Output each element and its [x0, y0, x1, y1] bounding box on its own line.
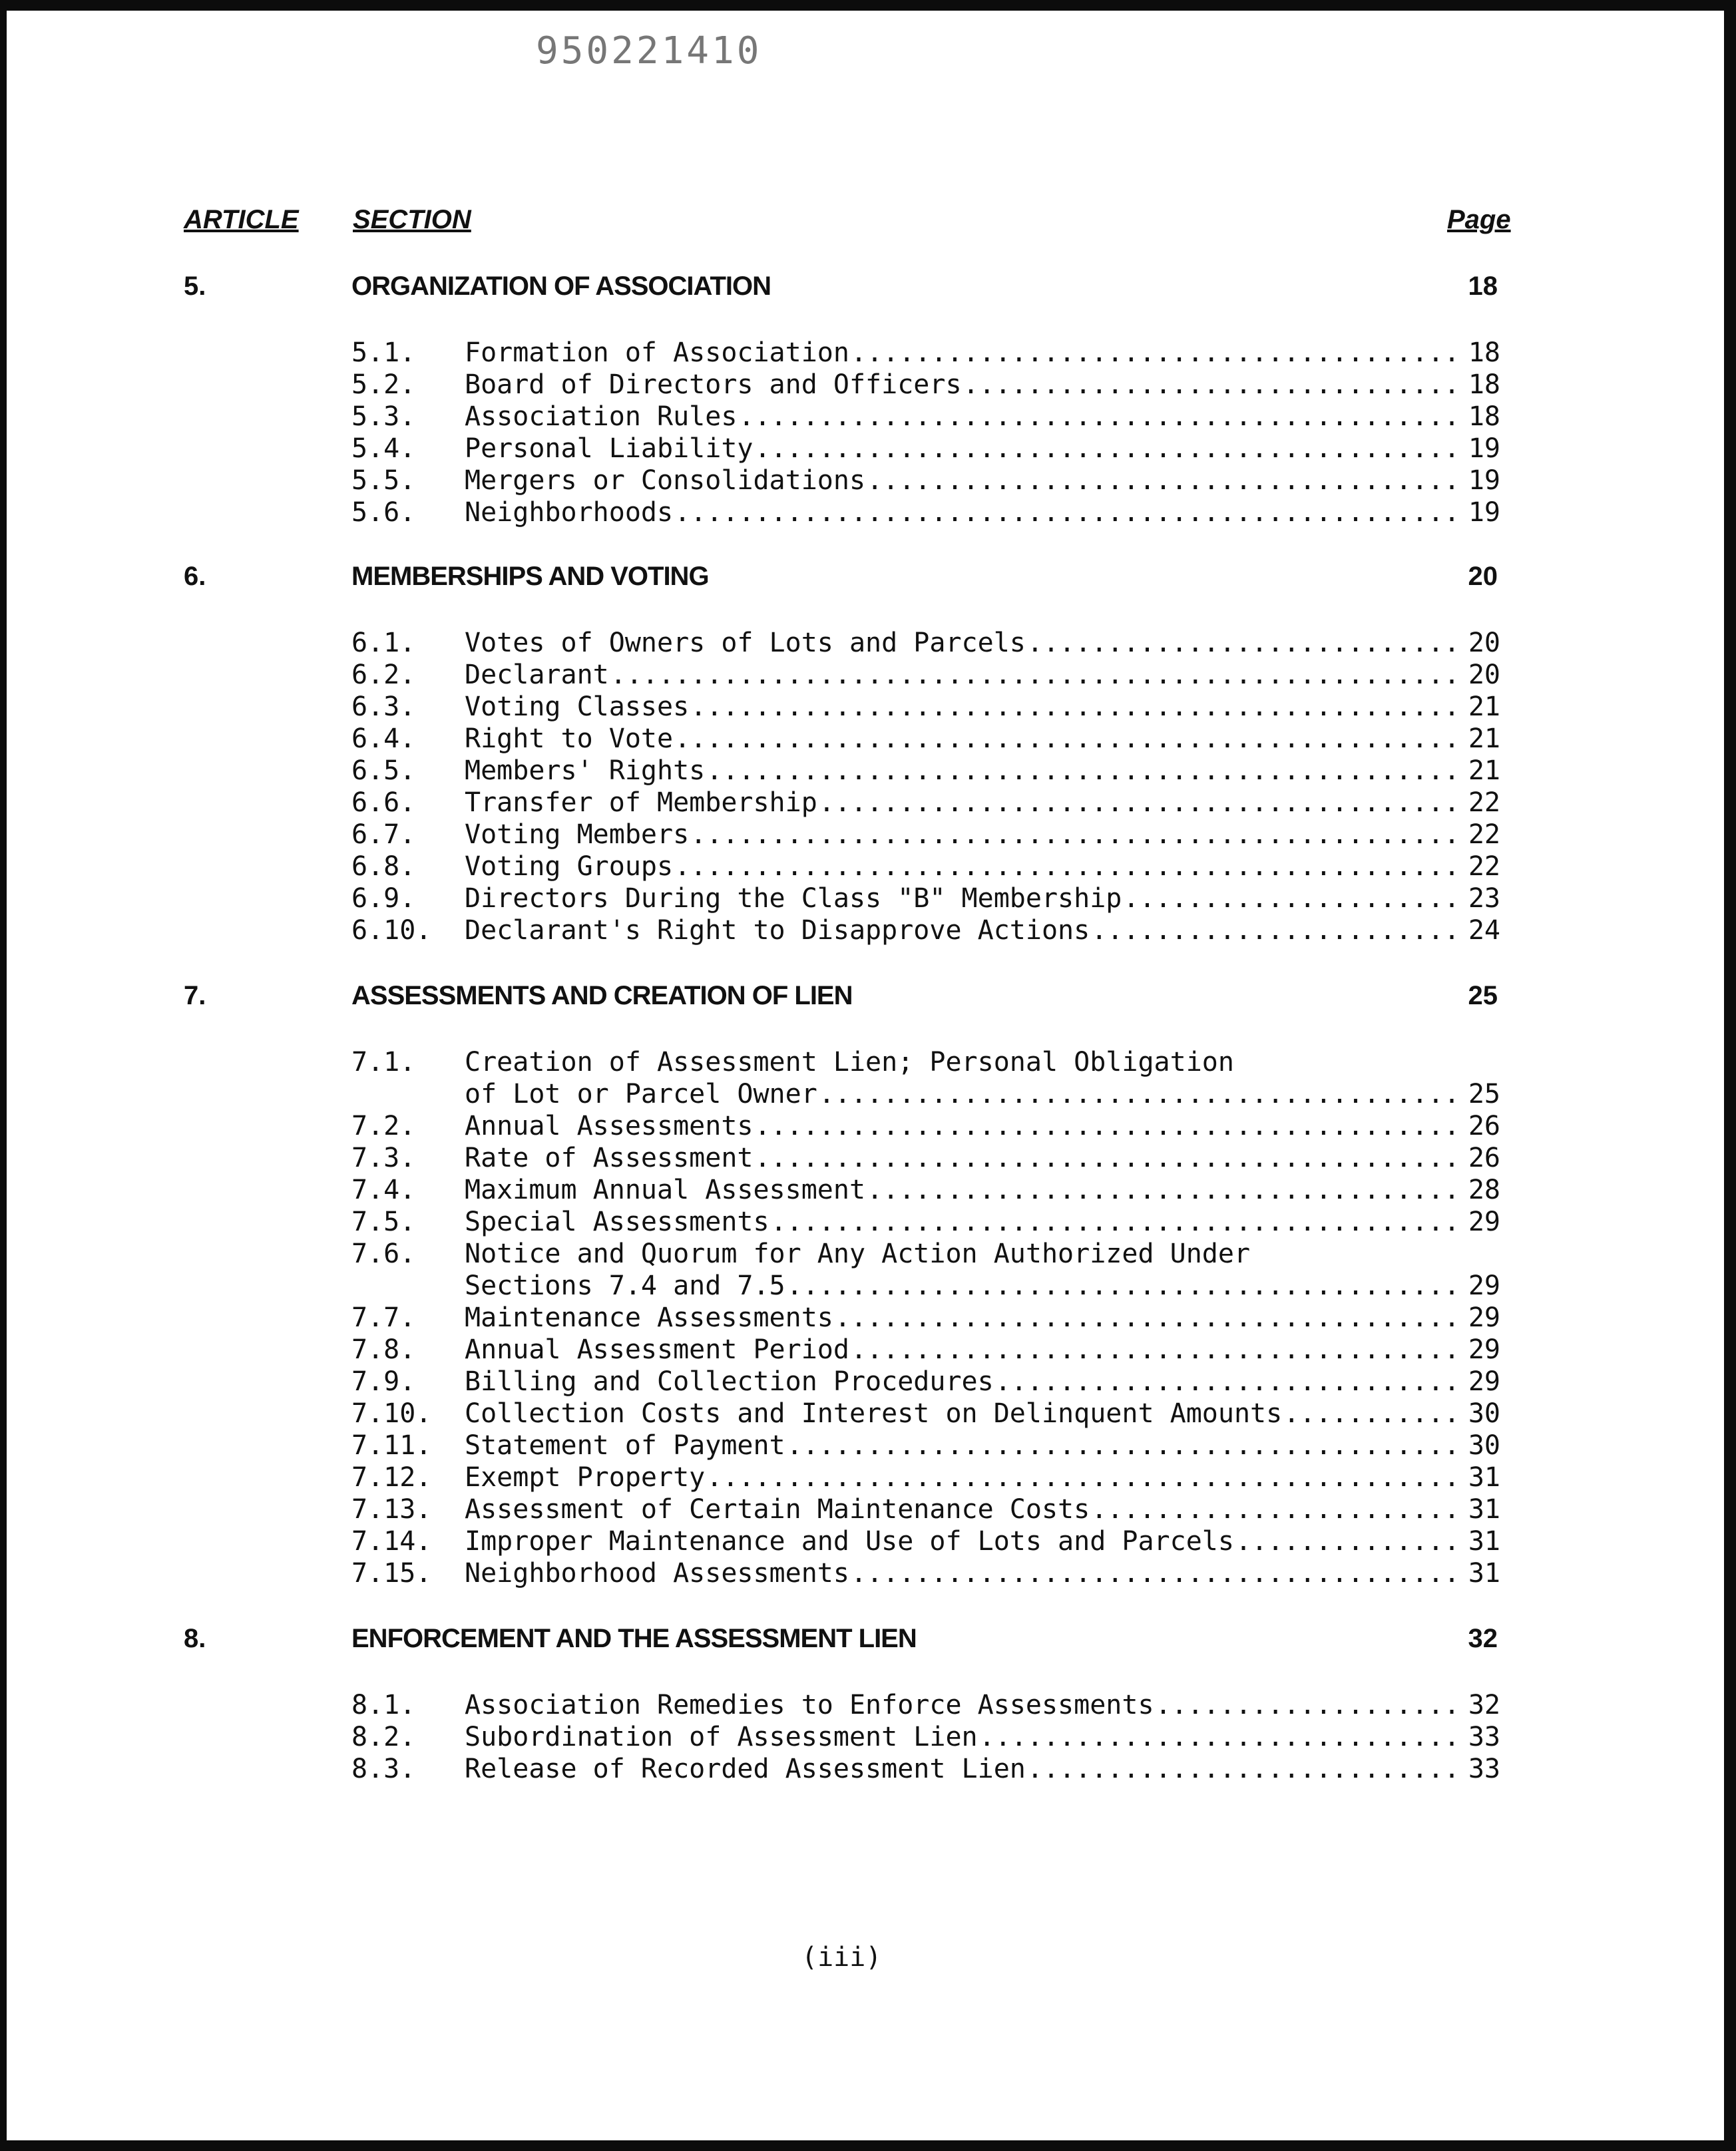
section-column-header: SECTION: [353, 205, 471, 234]
toc-section-entry: [351, 1689, 1500, 1721]
section-page: 26: [1468, 1143, 1500, 1173]
toc-section-entry: [351, 337, 1500, 369]
section-title: Annual Assessment Period: [465, 1334, 849, 1365]
section-number: 6.8.: [351, 851, 416, 882]
section-page: 21: [1468, 755, 1500, 786]
section-number: 7.3.: [351, 1143, 416, 1173]
section-page: 26: [1468, 1111, 1500, 1141]
section-page: 33: [1468, 1754, 1500, 1784]
dot-leader: [867, 1174, 1462, 1206]
section-page: 19: [1468, 433, 1500, 464]
dot-leader: [979, 1721, 1462, 1753]
toc-section-entry: [351, 433, 1500, 465]
section-title: Annual Assessments: [465, 1111, 754, 1141]
section-number: 6.4.: [351, 723, 416, 754]
section-title: Declarant's Right to Disapprove Actions: [465, 915, 1090, 946]
section-title: Special Assessments: [465, 1207, 769, 1237]
dot-leader: [674, 496, 1462, 528]
section-title: Votes of Owners of Lots and Parcels: [465, 628, 1026, 658]
dot-leader: [1091, 1493, 1462, 1525]
toc-section-entry: [351, 1046, 1500, 1110]
section-title: Voting Classes: [465, 691, 690, 722]
section-number: 7.6.: [351, 1239, 416, 1269]
section-page: 21: [1468, 723, 1500, 754]
section-title: Maintenance Assessments: [465, 1302, 833, 1333]
toc-section-entry: [351, 851, 1500, 882]
section-number: 5.1.: [351, 337, 416, 368]
section-title-line1: Notice and Quorum for Any Action Authorized Under: [465, 1239, 1251, 1269]
article-number: 6.: [184, 562, 206, 591]
section-page: 18: [1468, 401, 1500, 432]
section-page: 25: [1468, 1079, 1500, 1109]
section-page: 32: [1468, 1690, 1500, 1720]
section-page: 18: [1468, 369, 1500, 400]
section-page: 31: [1468, 1462, 1500, 1493]
section-number: 6.5.: [351, 755, 416, 786]
toc-section-entry: [351, 369, 1500, 401]
dot-leader: [1123, 882, 1461, 914]
section-number: 8.1.: [351, 1690, 416, 1720]
scan-border-left: [0, 0, 7, 2151]
toc-section-entry: [351, 1142, 1500, 1174]
section-title: Board of Directors and Officers: [465, 369, 962, 400]
section-number: 7.12.: [351, 1462, 432, 1493]
toc-section-entry: [351, 1366, 1500, 1398]
dot-leader: [1027, 1753, 1462, 1785]
section-title: Formation of Association: [465, 337, 849, 368]
section-page: 29: [1468, 1334, 1500, 1365]
section-title: Sections 7.4 and 7.5: [465, 1271, 785, 1301]
section-title: Voting Members: [465, 819, 690, 850]
section-title: Billing and Collection Procedures: [465, 1366, 994, 1397]
toc-section-entry: [351, 1557, 1500, 1589]
toc-section-entry: [351, 401, 1500, 433]
dot-leader: [771, 1206, 1462, 1238]
section-number: 7.7.: [351, 1302, 416, 1333]
dot-leader: [787, 1430, 1462, 1462]
section-number: 7.15.: [351, 1558, 432, 1589]
dot-leader: [674, 723, 1462, 755]
section-number: 6.3.: [351, 691, 416, 722]
dot-leader: [706, 755, 1462, 787]
section-number: 5.2.: [351, 369, 416, 400]
section-page: 18: [1468, 337, 1500, 368]
section-page: 33: [1468, 1722, 1500, 1752]
section-page: 22: [1468, 851, 1500, 882]
section-number: 5.4.: [351, 433, 416, 464]
toc-section-entry: [351, 1110, 1500, 1142]
section-title: Collection Costs and Interest on Delinquent Amounts: [465, 1398, 1283, 1429]
section-title: Voting Groups: [465, 851, 674, 882]
dot-leader: [1283, 1398, 1462, 1430]
toc-section-entry: [351, 1398, 1500, 1430]
article-heading: [184, 981, 1555, 1021]
section-title: Transfer of Membership: [465, 787, 817, 818]
article-number: 8.: [184, 1624, 206, 1653]
article-column-header: ARTICLE: [184, 205, 299, 234]
article-heading: [184, 562, 1555, 602]
section-title: Statement of Payment: [465, 1430, 785, 1461]
toc-section-entry: [351, 914, 1500, 946]
dot-leader: [754, 1110, 1461, 1142]
section-page: 30: [1468, 1430, 1500, 1461]
section-page: 31: [1468, 1558, 1500, 1589]
section-title: Neighborhoods: [465, 497, 674, 528]
page-footer-number: (iii): [801, 1942, 882, 1973]
section-title-line1: Creation of Assessment Lien; Personal Obligation: [465, 1047, 1234, 1077]
toc-section-entry: [351, 1174, 1500, 1206]
section-page: 24: [1468, 915, 1500, 946]
section-page: 29: [1468, 1207, 1500, 1237]
section-number: 6.10.: [351, 915, 432, 946]
article-title: ORGANIZATION OF ASSOCIATION: [351, 272, 771, 301]
section-page: 20: [1468, 628, 1500, 658]
dot-leader: [738, 401, 1461, 433]
section-title: Declarant: [465, 660, 609, 690]
dot-leader: [787, 1270, 1462, 1302]
section-page: 19: [1468, 465, 1500, 496]
section-title: Members' Rights: [465, 755, 706, 786]
section-number: 7.13.: [351, 1494, 432, 1525]
toc-section-entry: [351, 1462, 1500, 1493]
dot-leader: [819, 1078, 1462, 1110]
dot-leader: [835, 1302, 1462, 1334]
section-number: 6.6.: [351, 787, 416, 818]
scan-border-bottom: [0, 2140, 1736, 2151]
section-title: Mergers or Consolidations: [465, 465, 866, 496]
section-number: 7.1.: [351, 1047, 416, 1077]
section-title: Improper Maintenance and Use of Lots and Parcels: [465, 1526, 1234, 1557]
section-title: Exempt Property: [465, 1462, 706, 1493]
dot-leader: [1156, 1689, 1462, 1721]
section-number: 6.9.: [351, 883, 416, 914]
toc-section-entry: [351, 496, 1500, 528]
section-number: 7.14.: [351, 1526, 432, 1557]
toc-section-entry: [351, 1206, 1500, 1238]
section-number: 7.5.: [351, 1207, 416, 1237]
dot-leader: [754, 433, 1461, 465]
section-title: Personal Liability: [465, 433, 754, 464]
section-page: 29: [1468, 1366, 1500, 1397]
section-page: 22: [1468, 787, 1500, 818]
dot-leader: [1235, 1525, 1462, 1557]
section-page: 29: [1468, 1271, 1500, 1301]
toc-section-entry: [351, 819, 1500, 851]
toc-section-entry: [351, 659, 1500, 691]
section-page: 31: [1468, 1526, 1500, 1557]
section-title: Neighborhood Assessments: [465, 1558, 849, 1589]
section-number: 5.3.: [351, 401, 416, 432]
toc-section-entry: [351, 627, 1500, 659]
section-title: Assessment of Certain Maintenance Costs: [465, 1494, 1090, 1525]
dot-leader: [867, 465, 1462, 496]
section-number: 7.10.: [351, 1398, 432, 1429]
dot-leader: [1091, 914, 1462, 946]
dot-leader: [674, 851, 1462, 882]
section-title: Association Rules: [465, 401, 738, 432]
section-title: of Lot or Parcel Owner: [465, 1079, 817, 1109]
dot-leader: [1027, 627, 1462, 659]
section-page: 23: [1468, 883, 1500, 914]
dot-leader: [706, 1462, 1462, 1493]
section-title: Maximum Annual Assessment: [465, 1175, 866, 1205]
article-heading: [184, 272, 1555, 311]
toc-section-entry: [351, 1334, 1500, 1366]
section-title: Release of Recorded Assessment Lien: [465, 1754, 1026, 1784]
section-page: 28: [1468, 1175, 1500, 1205]
section-title: Association Remedies to Enforce Assessments: [465, 1690, 1154, 1720]
article-number: 7.: [184, 981, 206, 1010]
article-heading: [184, 1624, 1555, 1664]
section-number: 8.2.: [351, 1722, 416, 1752]
toc-section-entry: [351, 1753, 1500, 1785]
section-page: 21: [1468, 691, 1500, 722]
toc-section-entry: [351, 1302, 1500, 1334]
section-page: 22: [1468, 819, 1500, 850]
section-number: 7.4.: [351, 1175, 416, 1205]
article-title: MEMBERSHIPS AND VOTING: [351, 562, 709, 591]
scan-border-top: [0, 0, 1736, 11]
article-number: 5.: [184, 272, 206, 301]
section-number: 8.3.: [351, 1754, 416, 1784]
toc-section-entry: [351, 723, 1500, 755]
section-number: 6.7.: [351, 819, 416, 850]
section-number: 6.2.: [351, 660, 416, 690]
section-number: 5.6.: [351, 497, 416, 528]
toc-section-entry: [351, 882, 1500, 914]
section-number: 5.5.: [351, 465, 416, 496]
section-number: 7.9.: [351, 1366, 416, 1397]
section-page: 29: [1468, 1302, 1500, 1333]
document-number-stamp: 950221410: [536, 29, 762, 73]
page-column-header: Page: [1447, 205, 1511, 234]
section-title: Directors During the Class "B" Membership: [465, 883, 1122, 914]
scan-border-right: [1724, 0, 1736, 2151]
toc-section-entry: [351, 787, 1500, 819]
section-number: 7.2.: [351, 1111, 416, 1141]
toc-section-entry: [351, 1525, 1500, 1557]
dot-leader: [851, 1557, 1462, 1589]
section-number: 6.1.: [351, 628, 416, 658]
article-title: ASSESSMENTS AND CREATION OF LIEN: [351, 981, 853, 1010]
toc-section-entry: [351, 1721, 1500, 1753]
article-page: 20: [1468, 562, 1498, 591]
toc-section-entry: [351, 1493, 1500, 1525]
section-number: 7.8.: [351, 1334, 416, 1365]
toc-section-entry: [351, 755, 1500, 787]
article-title: ENFORCEMENT AND THE ASSESSMENT LIEN: [351, 1624, 917, 1653]
section-number: 7.11.: [351, 1430, 432, 1461]
article-page: 18: [1468, 272, 1498, 301]
article-page: 25: [1468, 981, 1498, 1010]
dot-leader: [963, 369, 1462, 401]
toc-section-entry: [351, 1430, 1500, 1462]
section-page: 31: [1468, 1494, 1500, 1525]
dot-leader: [851, 1334, 1462, 1366]
section-page: 30: [1468, 1398, 1500, 1429]
dot-leader: [754, 1142, 1461, 1174]
toc-section-entry: [351, 691, 1500, 723]
section-page: 20: [1468, 660, 1500, 690]
toc-section-entry: [351, 1238, 1500, 1302]
toc-section-entry: [351, 465, 1500, 496]
section-title: Right to Vote: [465, 723, 674, 754]
section-title: Subordination of Assessment Lien: [465, 1722, 978, 1752]
article-page: 32: [1468, 1624, 1498, 1653]
section-page: 19: [1468, 497, 1500, 528]
dot-leader: [690, 691, 1462, 723]
dot-leader: [690, 819, 1462, 851]
dot-leader: [819, 787, 1462, 819]
section-title: Rate of Assessment: [465, 1143, 754, 1173]
dot-leader: [851, 337, 1462, 369]
dot-leader: [610, 659, 1462, 691]
dot-leader: [995, 1366, 1462, 1398]
